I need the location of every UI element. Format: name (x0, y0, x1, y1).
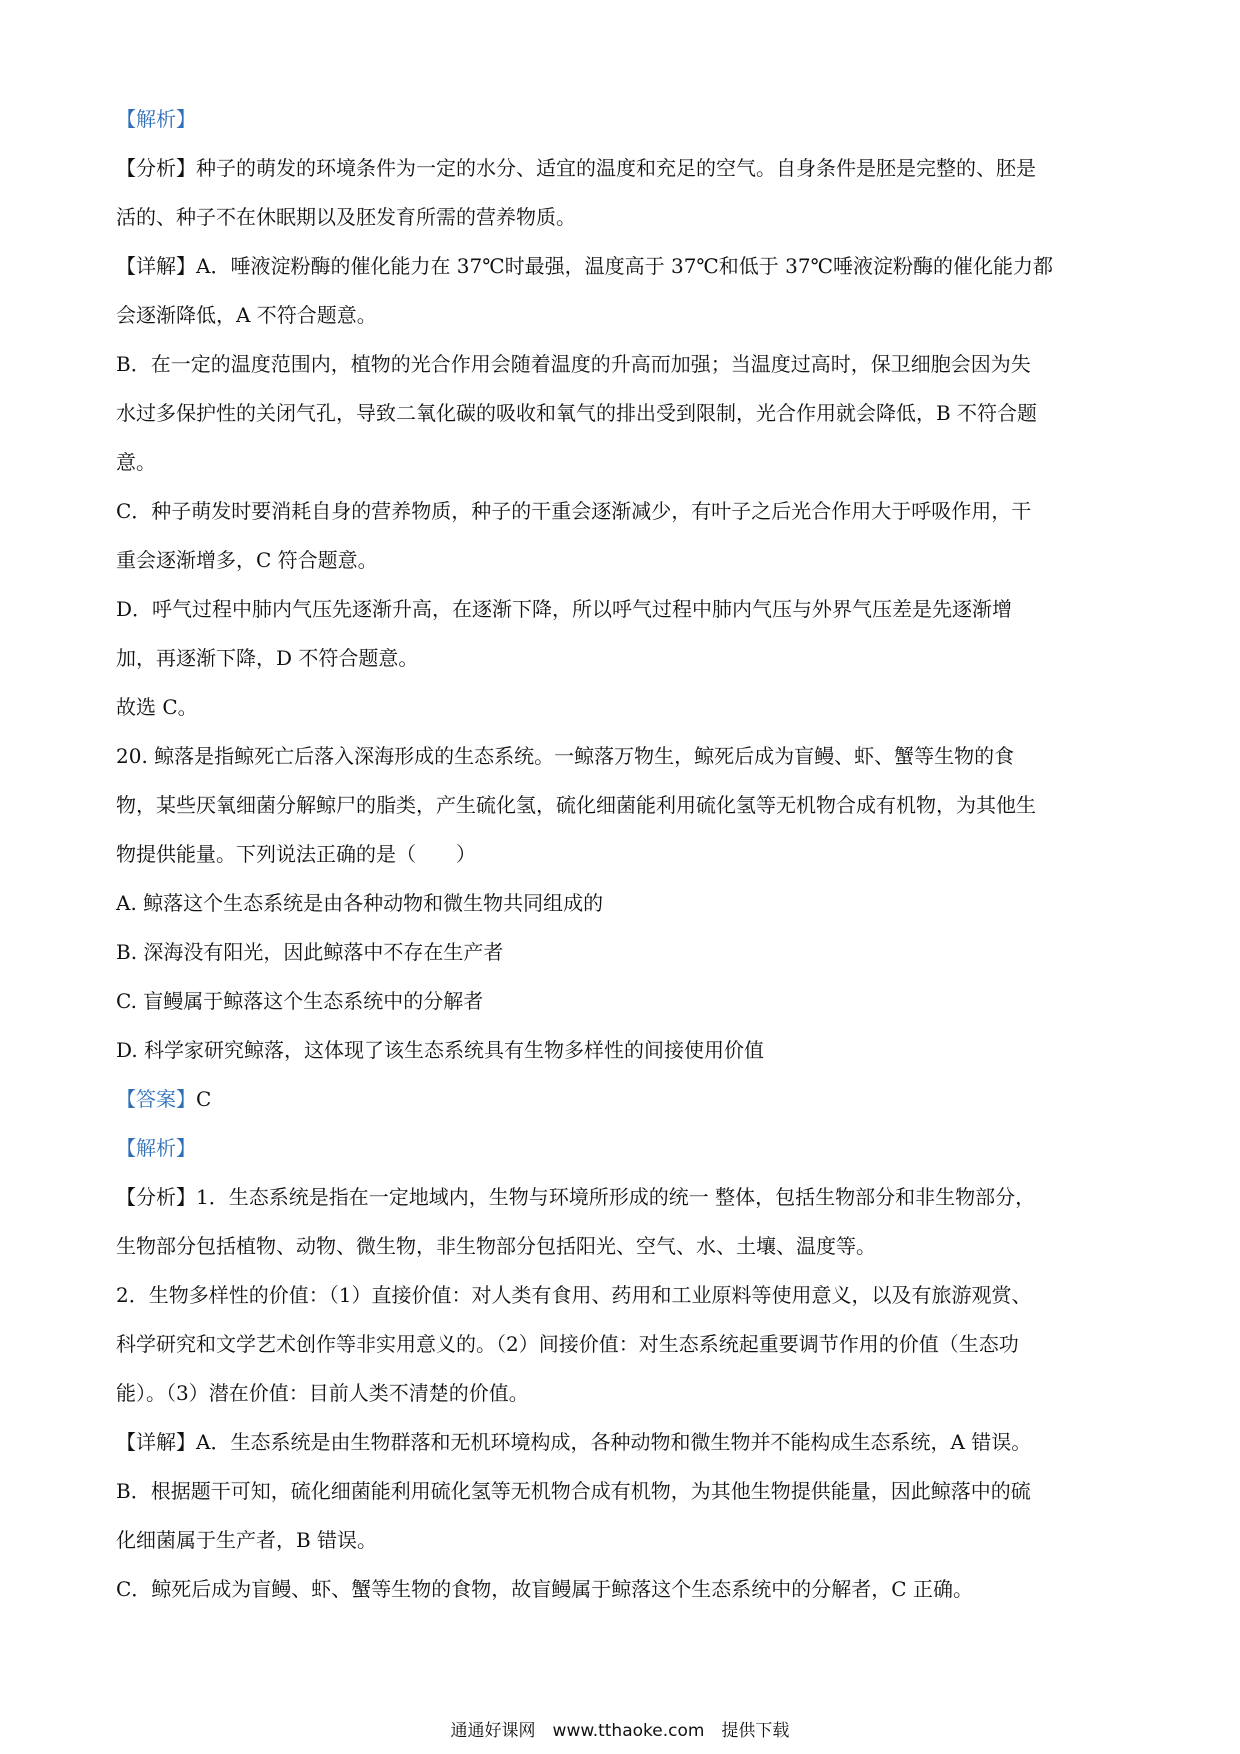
xiangjie-c-line-1: C．种子萌发时要消耗自身的营养物质，种子的干重会逐渐减少，有叶子之后光合作用大于呼吸作用，干 (116, 499, 1032, 523)
option-d: D. 科学家研究鲸落，这体现了该生态系统具有生物多样性的间接使用价值 (116, 1038, 765, 1062)
final-choice: 故选 C。 (116, 695, 198, 719)
q20-xiangjie-tag: 【详解】 (116, 1430, 196, 1454)
answer-value: C (196, 1087, 212, 1111)
answer-tag: 【答案】 (116, 1087, 196, 1111)
xiangjie-c-line-2: 重会逐渐增多，C 符合题意。 (116, 548, 378, 572)
analysis-heading (116, 95, 1126, 144)
xiangjie-b-line-2: 水过多保护性的关闭气孔，导致二氧化碳的吸收和氧气的排出受到限制，光合作用就会降低，B 不符合题 (116, 401, 1038, 425)
q20-fenxi-line-1 (116, 1173, 1126, 1222)
q20-xiangjie-b-1: B．根据题干可知，硫化细菌能利用硫化氢等无机物合成有机物，为其他生物提供能量，因此鲸落中的硫 (116, 1479, 1031, 1503)
xiangjie-a-line-1 (116, 242, 1126, 291)
option-c: C. 盲鳗属于鲸落这个生态系统中的分解者 (116, 989, 484, 1013)
question-20-stem-1: 20. 鲸落是指鲸死亡后落入深海形成的生态系统。一鲸落万物生，鲸死后成为盲鳗、虾、蟹等生物的食 (116, 744, 1015, 768)
document-body (116, 95, 1126, 1614)
xiangjie-d-line-1: D．呼气过程中肺内气压先逐渐升高，在逐渐下降，所以呼气过程中肺内气压与外界气压差是先逐渐增 (116, 597, 1013, 621)
analysis-tag: 【解析】 (116, 107, 196, 131)
answer-line (116, 1075, 1126, 1124)
option-a: A. 鲸落这个生态系统是由各种动物和微生物共同组成的 (116, 891, 604, 915)
xiangjie-b-line-1: B．在一定的温度范围内，植物的光合作用会随着温度的升高而加强；当温度过高时，保卫细胞会因为失 (116, 352, 1031, 376)
q20-fenxi-line-3: 2．生物多样性的价值：（1）直接价值：对人类有食用、药用和工业原料等使用意义，以及有旅游观赏、 (116, 1283, 1032, 1307)
q20-xiangjie-a-text: A．生态系统是由生物群落和无机环境构成，各种动物和微生物并不能构成生态系统，A 错误。 (196, 1430, 1032, 1454)
fenxi-line-1 (116, 144, 1126, 193)
q20-xiangjie-a (116, 1418, 1126, 1467)
xiangjie-b-line-3: 意。 (116, 450, 156, 474)
question-20-stem-3: 物提供能量。下列说法正确的是（ ） (116, 842, 476, 866)
q20-fenxi-tag: 【分析】 (116, 1185, 196, 1209)
q20-xiangjie-b-2: 化细菌属于生产者，B 错误。 (116, 1528, 378, 1552)
q20-fenxi-text-1: 1．生态系统是指在一定地域内，生物与环境所形成的统一 整体，包括生物部分和非生物部分， (196, 1185, 1036, 1209)
fenxi-line-2: 活的、种子不在休眠期以及胚发育所需的营养物质。 (116, 205, 576, 229)
q20-xiangjie-c: C．鲸死后成为盲鳗、虾、蟹等生物的食物，故盲鳗属于鲸落这个生态系统中的分解者，C 正确。 (116, 1577, 973, 1601)
option-b: B. 深海没有阳光，因此鲸落中不存在生产者 (116, 940, 504, 964)
xiangjie-d-line-2: 加，再逐渐下降，D 不符合题意。 (116, 646, 419, 670)
xiangjie-a-line-2: 会逐渐降低，A 不符合题意。 (116, 303, 377, 327)
question-20-stem-2: 物，某些厌氧细菌分解鲸尸的脂类，产生硫化氢，硫化细菌能利用硫化氢等无机物合成有机物，为其他生 (116, 793, 1036, 817)
xiangjie-a-text-1: A．唾液淀粉酶的催化能力在 37℃时最强，温度高于 37℃和低于 37℃唾液淀粉酶的催化能力都 (196, 254, 1053, 278)
xiangjie-tag: 【详解】 (116, 254, 196, 278)
page-footer: 通通好课网 www.tthaoke.com 提供下载 (450, 1721, 790, 1741)
q20-fenxi-line-2: 生物部分包括植物、动物、微生物，非生物部分包括阳光、空气、水、土壤、温度等。 (116, 1234, 876, 1258)
q20-fenxi-line-5: 能）。（3）潜在价值：目前人类不清楚的价值。 (116, 1381, 529, 1405)
fenxi-tag: 【分析】 (116, 156, 196, 180)
q20-fenxi-line-4: 科学研究和文学艺术创作等非实用意义的。（2）间接价值：对生态系统起重要调节作用的价值（生态功 (116, 1332, 1019, 1356)
analysis-tag-2: 【解析】 (116, 1136, 196, 1160)
analysis-heading-2 (116, 1124, 1126, 1173)
fenxi-text-1: 种子的萌发的环境条件为一定的水分、适宜的温度和充足的空气。自身条件是胚是完整的、胚是 (196, 156, 1036, 180)
